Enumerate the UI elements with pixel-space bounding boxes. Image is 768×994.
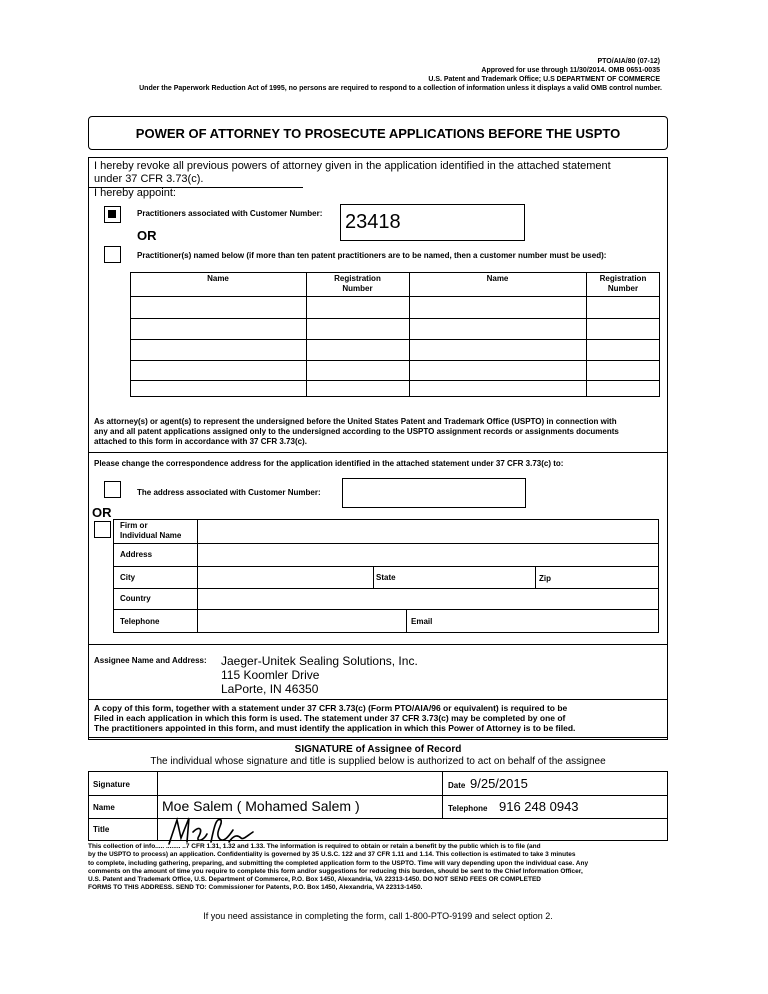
or-label-appoint: OR — [137, 228, 157, 243]
zip-label: Zip — [539, 574, 551, 583]
date-label: Date — [448, 781, 466, 790]
city-label: City — [120, 573, 136, 582]
col-name-2: Name — [486, 274, 509, 283]
country-label: Country — [120, 594, 151, 603]
signature-heading: SIGNATURE of Assignee of Record — [294, 744, 462, 755]
or-label-correspondence: OR — [92, 505, 112, 520]
form-id: PTO/AIA/80 (07-12) — [597, 58, 660, 65]
assignee-label: Assignee Name and Address: — [94, 656, 207, 665]
appoint-label: I hereby appoint: — [94, 187, 176, 199]
correspondence-customer-label: The address associated with Customer Number: — [137, 488, 321, 497]
agency-line: U.S. Patent and Trademark Office; U.S DEPARTMENT OF COMMERCE — [428, 76, 660, 83]
named-practitioners-label: Practitioner(s) named below (if more than ten patent practitioners are to be named, then a customer number must be used): — [137, 251, 607, 260]
assignee-line-1: Jaeger-Unitek Sealing Solutions, Inc. — [221, 654, 418, 668]
correspondence-firm-checkbox[interactable] — [94, 521, 111, 538]
state-label: State — [376, 573, 396, 582]
copy-notice: A copy of this form, together with a statement under 37 CFR 3.73(c) (Form PTO/AIA/96 or equivalent) is required to be Filed in each application in which this form is used. The statement under 37 CFR 3.73(c) may be completed by one of The practitioners appointed in this form, and must identify the application in which this Power of Attorney is to be filed. — [94, 703, 576, 733]
assignee-line-2: 115 Koomler Drive — [221, 668, 320, 682]
customer-number-checkbox[interactable] — [104, 206, 121, 223]
col-reg-2b: Number — [607, 284, 639, 293]
main-form — [88, 157, 668, 740]
correspondence-customer-field[interactable] — [342, 478, 526, 508]
named-practitioners-checkbox[interactable] — [104, 246, 121, 263]
assistance-footer: If you need assistance in completing the form, call 1-800-PTO-9199 and select option 2. — [203, 911, 553, 921]
telephone-label: Telephone — [120, 617, 160, 626]
paperwork-notice: Under the Paperwork Reduction Act of 1995, no persons are required to respond to a collection of information unless it displays a valid OMB control number. — [139, 85, 662, 92]
revoke-line-1: I hereby revoke all previous powers of attorney given in the application identified in the attached statement — [94, 160, 611, 172]
page-title: POWER OF ATTORNEY TO PROSECUTE APPLICATIONS BEFORE THE USPTO — [135, 126, 621, 141]
telephone-sig-label: Telephone — [448, 804, 488, 813]
col-reg-1b: Number — [342, 284, 373, 293]
signature-subheading: The individual whose signature and title is supplied below is authorized to act on behalf of the assignee — [150, 756, 606, 767]
correspondence-instruction: Please change the correspondence address for the application identified in the attached statement under 37 CFR 3.73(c) to: — [94, 459, 564, 468]
burden-statement: This collection of info..... ........ ..7 CFR 1.31, 1.32 and 1.33. The information is required to obtain or retain a benefit by the public which is to file (and by the USPTO to process) an application. Confidentiality is governed by 35 U.S.C. 122 and 37 CFR 1.11 and 1.14. This collection is estimated to take 3 minutes to complete, including gathering, preparing, and submitting the completed application form to the USPTO. Time will vary depending upon the individual case. Any comments on the amount of time you require to complete this form and/or suggestions for reducing this burden, should be sent to the Chief Information Officer, U.S. Patent and Trademark Office, U.S. Department of Commerce, P.O. Box 1450, Alexandria, VA 22313-1450. DO NOT SEND FEES OR COMPLETED FORMS TO THIS ADDRESS. SEND TO: Commissioner for Patents, P.O. Box 1450, Alexandria, VA 22313-1450. — [88, 843, 589, 892]
name-label: Name — [93, 803, 115, 812]
correspondence-customer-checkbox[interactable] — [104, 481, 121, 498]
date-value: 9/25/2015 — [470, 776, 528, 791]
firm-label-1: Firm or — [120, 521, 148, 530]
agent-paragraph: As attorney(s) or agent(s) to represent the undersigned before the United States Patent and Trademark Office (USPTO) in connection with any and all patent applications assigned only to the undersigned according to the USPTO assignment records or assignments documents attached to this form in accordance with 37 CFR 3.73(c). — [94, 417, 619, 446]
customer-number-label: Practitioners associated with Customer Number: — [137, 209, 323, 218]
revoke-line-2: under 37 CFR 3.73(c). — [94, 173, 204, 185]
name-primary: Moe Salem — [162, 798, 233, 814]
firm-label-2: Individual Name — [120, 531, 182, 540]
telephone-sig-value: 916 248 0943 — [499, 799, 579, 814]
signature-label: Signature — [93, 780, 130, 789]
title-label: Title — [93, 825, 110, 834]
customer-number-value: 23418 — [345, 211, 401, 233]
col-reg-2a: Registration — [599, 274, 647, 283]
col-reg-1a: Registration — [334, 274, 381, 283]
name-secondary: ( Mohamed Salem ) — [236, 798, 360, 814]
email-label: Email — [411, 617, 433, 626]
assignee-line-3: LaPorte, IN 46350 — [221, 682, 319, 696]
col-name-1: Name — [207, 274, 229, 283]
address-label: Address — [120, 550, 153, 559]
omb-approval: Approved for use through 11/30/2014. OMB 0651-0035 — [481, 67, 660, 74]
